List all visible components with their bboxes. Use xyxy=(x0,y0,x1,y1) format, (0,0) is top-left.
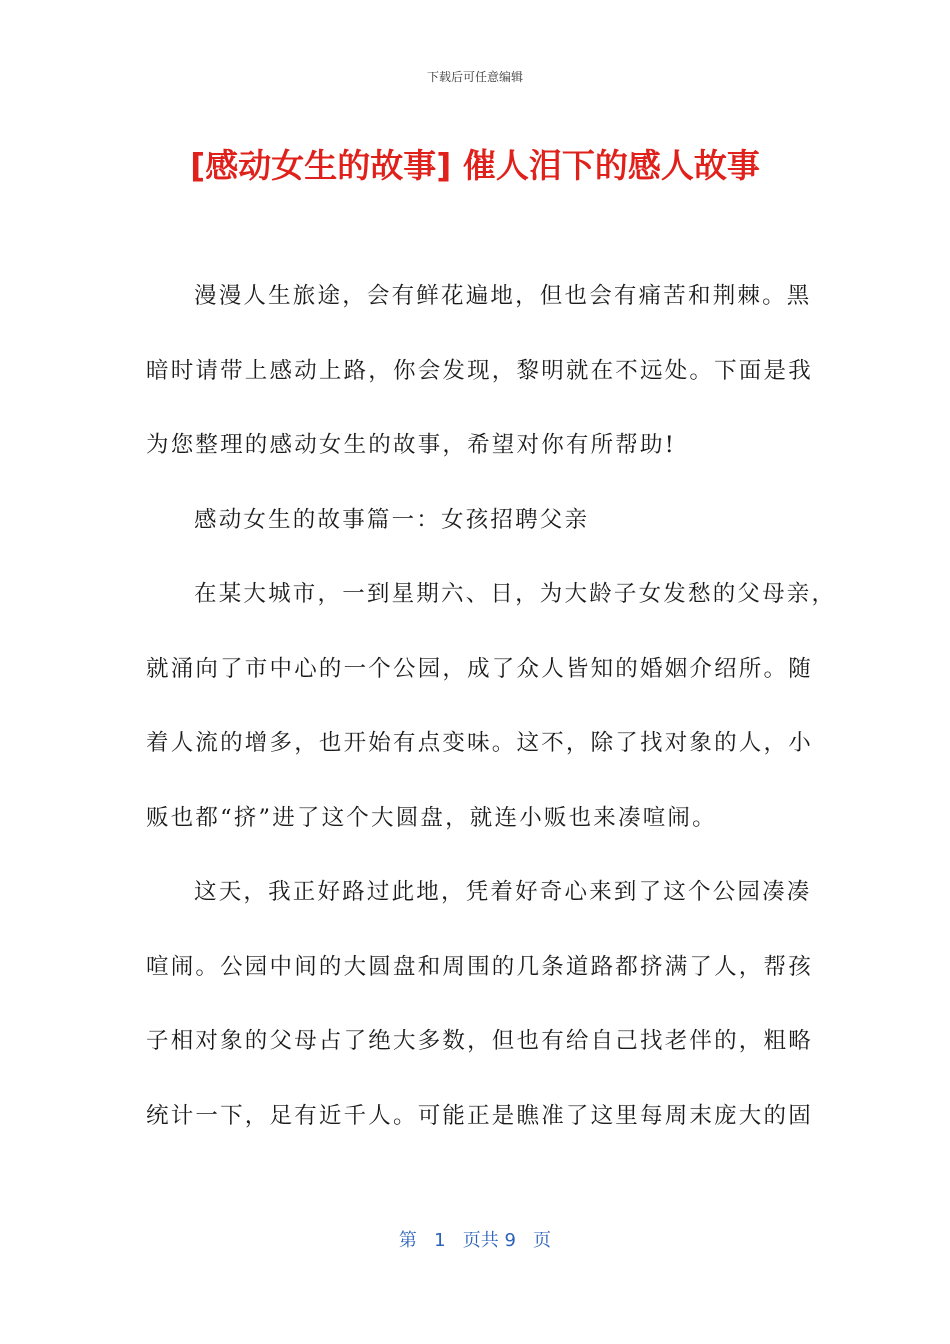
page-footer xyxy=(0,1226,950,1252)
paragraph-line: 着人流的增多，也开始有点变味。这不，除了找对象的人，小 xyxy=(146,730,813,756)
document-body xyxy=(146,270,837,1164)
paragraph-line: 贩也都“挤”进了这个大圆盘，就连小贩也来凑喧闹。 xyxy=(146,804,717,831)
section-heading: 感动女生的故事篇一：女孩招聘父亲 xyxy=(194,506,590,533)
header-note: 下载后可任意编辑 xyxy=(426,70,523,84)
paragraph-line: 子相对象的父母占了绝大多数，但也有给自己找老伴的，粗略 xyxy=(146,1028,813,1054)
footer-current-page: 1 xyxy=(434,1230,446,1251)
paragraph-line: 喧闹。公园中间的大圆盘和周围的几条道路都挤满了人，帮孩 xyxy=(146,953,813,980)
footer-label-first: 第 xyxy=(398,1230,417,1251)
footer-label-last: 页 xyxy=(533,1230,552,1251)
paragraph-line: 暗时请带上感动上路，你会发现，黎明就在不远处。下面是我 xyxy=(146,357,813,384)
paragraph-line: 漫漫人生旅途，会有鲜花遍地，但也会有痛苦和荆棘。黑 xyxy=(194,283,812,309)
document-title: [感动女生的故事] 催人泪下的感人故事 xyxy=(190,146,760,185)
paragraph-line: 就涌向了市中心的一个公园，成了众人皆知的婚姻介绍所。随 xyxy=(146,655,813,682)
paragraph-line: 为您整理的感动女生的故事，希望对你有所帮助! xyxy=(146,432,676,458)
paragraph-line: 统计一下，足有近千人。可能正是瞧准了这里每周末庞大的固 xyxy=(146,1102,813,1129)
paragraph-line: 这天，我正好路过此地，凭着好奇心来到了这个公园凑凑 xyxy=(194,879,812,905)
paragraph-line: 在某大城市，一到星期六、日，为大龄子女发愁的父母亲， xyxy=(194,581,837,607)
footer-label-mid: 页共 xyxy=(462,1230,499,1251)
footer-total-pages: 9 xyxy=(504,1230,516,1251)
